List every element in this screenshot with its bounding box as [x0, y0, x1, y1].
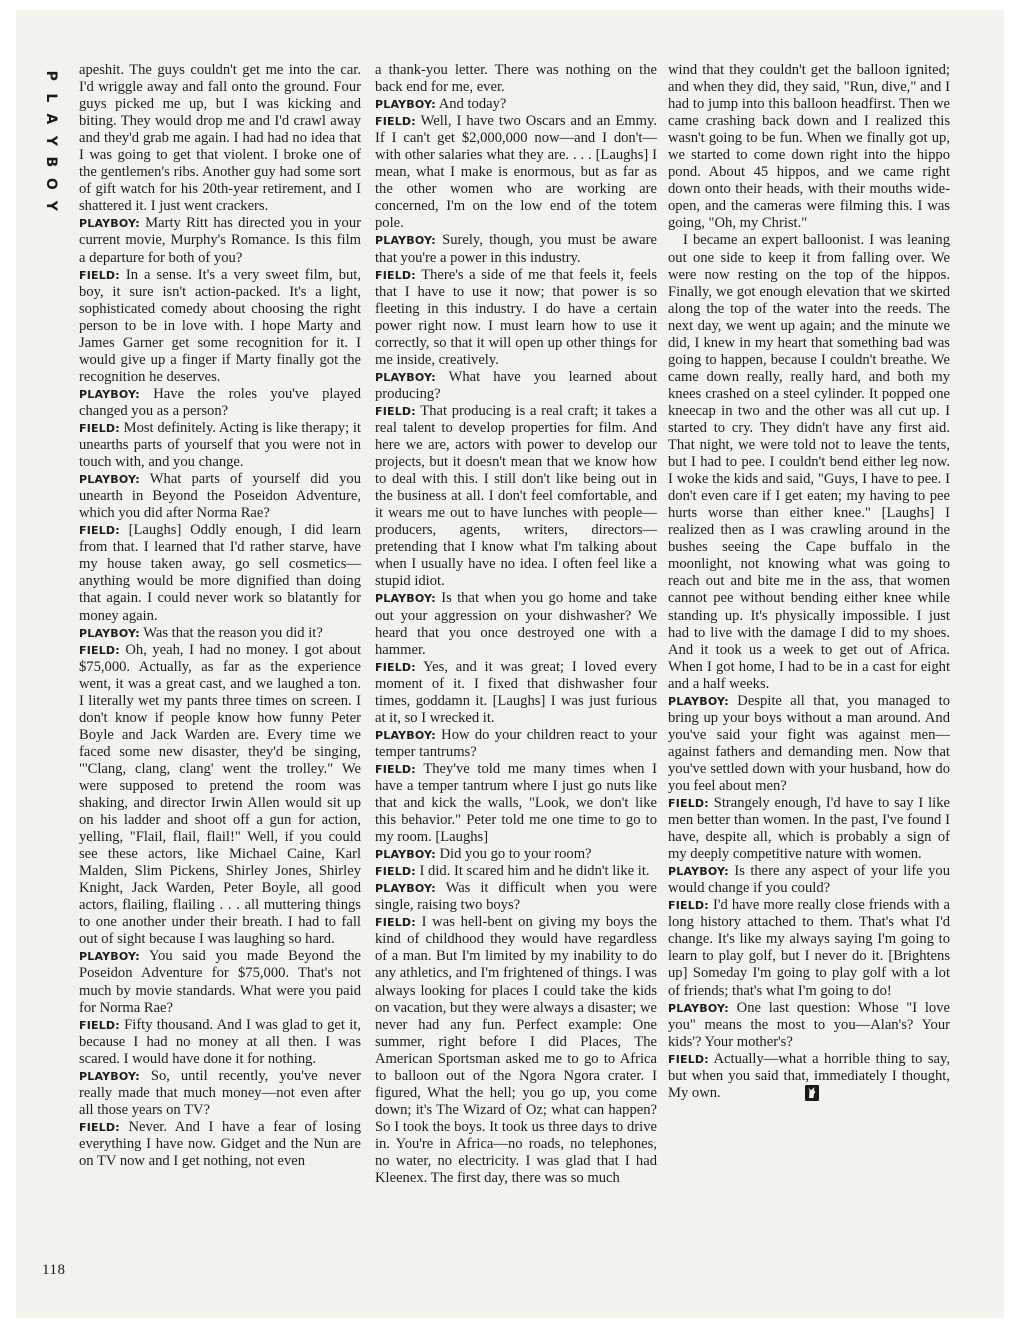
speaker-label: FIELD: [79, 1120, 120, 1134]
paragraph-text: Yes, and it was great; I loved every moment of it. I fixed that dishwasher four times, goddamn it. [Laughs] I was just furious at it, so I wrecked it. [375, 658, 658, 726]
paragraph-text: What have you learned about producing? [375, 368, 658, 402]
masthead-letter: A [42, 113, 59, 125]
interview-paragraph [79, 215, 361, 266]
speaker-label: FIELD: [375, 762, 416, 776]
paragraph-text: apeshit. The guys couldn't get me into the car. I'd wriggle away and fall onto the ground. Four guys picked me up, but I was kicking and biting. They would drop me and I'd crawl away and they'd grab me again. I had had no idea that I was going to get that violent. I broke one of the gentlemen's ribs. Another guy had some sort of gift watch for his 20th-year retirement, and I shattered it. I just went crackers. [79, 62, 361, 215]
speaker-label: FIELD: [375, 404, 416, 418]
magazine-page [16, 10, 1004, 1318]
paragraph-text: wind that they couldn't get the balloon ignited; and when they did, they said, "Run, dive," and I had to jump into this balloon headfirst. Then we came crashing back down and I realized this wasn't going to be fun. When we finally got up, we started to come down right into the hippo pond. About 45 hippos, and we came right down onto their heads, with their mouths wide-open, and the cameras were filming this. I was going, "Oh, my Christ." [668, 62, 950, 232]
interview-paragraph [79, 1068, 361, 1119]
speaker-label: PLAYBOY: [79, 950, 140, 964]
interview-paragraph [79, 1119, 361, 1170]
interview-paragraph [79, 642, 361, 949]
interview-paragraph [79, 522, 361, 624]
speaker-label: FIELD: [375, 865, 416, 879]
paragraph-text: Is that when you go home and take out your aggression on your dishwasher? We heard that you once destroyed one with a hammer. [375, 590, 657, 658]
paragraph-text: How do your children react to your temper tantrums? [375, 726, 657, 760]
speaker-label: PLAYBOY: [79, 1069, 140, 1083]
speaker-label: FIELD: [668, 1052, 709, 1066]
paragraph-text: And today? [438, 96, 507, 113]
paragraph-text: Marty Ritt has directed you in your current movie, Murphy's Romance. Is this film a departure for both of you? [79, 215, 361, 266]
speaker-label: PLAYBOY: [375, 728, 436, 742]
paragraph-text: [Laughs] Oddly enough, I did learn from that. I learned that I'd rather starve, have my house taken away, go sell cosmetics—anything would be more dignified than doing that again. I could never work so blatantly for money again. [79, 522, 361, 624]
speaker-label: PLAYBOY: [375, 848, 436, 862]
interview-paragraph [668, 795, 950, 863]
masthead-letter: B [42, 156, 59, 168]
interview-paragraph [668, 693, 950, 795]
paragraph-text: Fifty thousand. And I was glad to get it, because I had no money at all then. I was scared. I would have done it for nothing. [79, 1016, 361, 1067]
masthead-letter: L [42, 92, 59, 102]
paragraph-text: So, until recently, you've never really made that much money—not even after all those years on TV? [79, 1067, 361, 1118]
paragraph-text: Actually—what a horrible thing to say, but when you said that, immediately I thought, My own. [668, 1050, 951, 1101]
paragraph-text: They've told me many times when I have a temper tantrum where I just go nuts like that and kick the walls, "Look, we don't like this behavior." Peter told me one time to go to my room. [Laughs] [375, 760, 657, 846]
interview-paragraph [79, 625, 361, 642]
interview-paragraph [79, 1017, 361, 1068]
paragraph-text: Surely, though, you must be aware that you're a power in this industry. [375, 232, 657, 266]
speaker-label: PLAYBOY: [79, 217, 140, 231]
speaker-label: PLAYBOY: [79, 626, 140, 640]
interview-paragraph [375, 914, 657, 1187]
page-number: 118 [42, 1262, 66, 1278]
speaker-label: FIELD: [375, 115, 416, 129]
paragraph-text: I was hell-bent on giving my boys the kind of childhood they would have regardless of a man. But I'm limited by my inability to do any athletics, and I'm frightened of things. I was always looking for places I could take the kids on vacation, but they were always a disaster; we never had any fun. Perfect example: One summer, right before I did Places, The American Sportsman asked me to go to Africa to balloon out of the Ngora Ngora crater. I figured, What the hell; you go up, you come down; it's The Wizard of Oz; what can happen? So I took the boys. It took us three days to drive in. You're in Africa—no roads, no telephones, no water, no electricity. I was glad that I had Kleenex. The first day, there was so much [375, 914, 657, 1187]
interview-paragraph [79, 948, 361, 1016]
interview-paragraph [375, 113, 657, 232]
interview-paragraph [375, 62, 657, 96]
speaker-label: FIELD: [79, 524, 120, 538]
bunny-end-mark-icon [805, 1085, 819, 1101]
interview-paragraph [668, 232, 950, 692]
speaker-label: PLAYBOY: [375, 370, 436, 384]
speaker-label: PLAYBOY: [668, 865, 729, 879]
speaker-label: PLAYBOY: [79, 387, 140, 401]
paragraph-text: Strangely enough, I'd have to say I like men better than women. In the past, I've found I have, despite all, which is probably a sign of my deeply competitive nature with women. [668, 795, 950, 863]
paragraph-text: You said you made Beyond the Poseidon Adventure for $75,000. That's not much by movie standards. What were you paid for Norma Rae? [79, 948, 361, 1016]
interview-paragraph [375, 863, 657, 880]
paragraph-text: I did. It scared him and he didn't like it. [419, 863, 650, 880]
interview-paragraph [375, 403, 657, 591]
speaker-label: PLAYBOY: [375, 592, 436, 606]
interview-paragraph [375, 369, 657, 403]
speaker-label: PLAYBOY: [375, 882, 436, 896]
interview-paragraph [375, 590, 657, 658]
speaker-label: FIELD: [375, 660, 416, 674]
interview-paragraph [668, 863, 950, 897]
paragraph-text: One last question: Whose "I love you" means the most to you—Alan's? Your kids'? Your mother's? [668, 999, 950, 1050]
interview-paragraph [375, 880, 657, 914]
speaker-label: FIELD: [668, 797, 709, 811]
interview-paragraph [668, 62, 950, 232]
speaker-label: PLAYBOY: [668, 1001, 729, 1015]
paragraph-text: I'd have more really close friends with a long history attached to them. That's what I'd change. It's like my always saying I'm going to learn to play golf, but I never do it. [Brightens up] Someday I'm going to play golf with a lot of friends; that's what I'm going to do! [668, 897, 951, 999]
paragraph-text: Despite all that, you managed to bring up your boys without a man around. And you've said your fight was against men—against fathers and demanding men. Now that you've settled down with your husband, how do you feel about men? [668, 692, 950, 794]
interview-paragraph [375, 761, 657, 846]
paragraph-text: Most definitely. Acting is like therapy; it unearths parts of yourself that you were not in touch with, and you change. [79, 419, 361, 471]
interview-paragraph [79, 62, 361, 215]
interview-paragraph [668, 1000, 950, 1051]
masthead-letter: P [42, 70, 59, 81]
paragraph-text: Never. And I have a fear of losing everything I have now. Gidget and the Nun are on TV now and I get nothing, not even [79, 1118, 361, 1169]
speaker-label: FIELD: [668, 899, 709, 913]
paragraph-text: That producing is a real craft; it takes a real talent to develop properties for film. And here we are, actors with power to develop our projects, but it doesn't mean that we know how to deal with this. I still don't like being out in the business at all. I don't feel comfortable, and it wears me out to have lunches with people—producers, agents, writers, directors—pretending that I know what I'm talking about when I usually have no idea. I often feel like a stupid idiot. [375, 402, 657, 590]
paragraph-text: Did you go to your room? [439, 846, 592, 863]
masthead-letter: Y [42, 200, 59, 211]
interview-paragraph [375, 267, 657, 369]
speaker-label: FIELD: [79, 421, 120, 435]
interview-paragraph [79, 471, 361, 522]
masthead-letter: Y [42, 135, 59, 146]
paragraph-text: a thank-you letter. There was nothing on the back end for me, ever. [375, 62, 657, 96]
interview-paragraph [375, 659, 657, 727]
paragraph-text: Is there any aspect of your life you would change if you could? [668, 863, 950, 897]
paragraph-text: I became an expert balloonist. I was leaning out one side to keep it from falling over. We were now resting on the top of the hippos. Finally, we got enough elevation that we skirted along the top of the water into the reeds. The next day, we went up again; and the minute we did, I knew in my heart that something bad was going to happen, because I couldn't breathe. We came down really, really hard, and both my knees crashed on a steel cylinder. It popped one kneecap in two and the other was all cut up. I started to cry. They didn't have any first aid. That night, we were told not to leave the tents, but I had to pee. I couldn't bend either leg now. I woke the kids and said, "Guys, I have to pee. I don't even care if I get eaten; my having to pee hurts worse than either knee." [Laughs] I realized then as I was crawling around in the bushes seeing the Cape buffalo in the moonlight, not knowing what was going to reach out and bite me in the ass, that women cannot pee without bending either knee while standing up. It's physically impossible. I just had to live with the damage I did to my shoes. And it took us a week to get out of Africa. When I got home, I had to be in a cast for eight and a half weeks. [668, 232, 950, 692]
vertical-masthead [38, 65, 62, 216]
interview-paragraph [668, 897, 950, 999]
speaker-label: FIELD: [375, 268, 416, 282]
interview-paragraph [79, 386, 361, 420]
speaker-label: FIELD: [79, 1018, 120, 1032]
speaker-label: PLAYBOY: [668, 694, 729, 708]
interview-paragraph [375, 232, 657, 266]
paragraph-text: Have the roles you've played changed you as a person? [79, 385, 361, 419]
interview-paragraph [375, 727, 657, 761]
speaker-label: FIELD: [79, 643, 120, 657]
paragraph-text: In a sense. It's a very sweet film, but, boy, it sure isn't action-packed. It's a light, sophisticated comedy about choosing the right person to be in love with. I hope Marty and James Garner get some recognition for it. I would give up a finger if Marty finally got the recognition he deserves. [79, 266, 361, 385]
text-column-2 [375, 62, 657, 1187]
paragraph-text: Oh, yeah, I had no money. I got about $75,000. Actually, as far as the experience went, it was a great cast, and we laughed a ton. I literally wet my pants three times on screen. I don't know if people know how funny Peter Boyle and Jack Warden are. Every time we faced some new disaster, they'd be singing, "'Clang, clang, clang' went the trolley." We were supposed to pretend the room was shaking, and director Irwin Allen would sit up on his ladder and shoot off a gun for action, yelling, "Flail, flail, flail!" Well, if you could see these actors, like Michael Caine, Karl Malden, Slim Pickens, Shirley Jones, Shirley Knight, Jack Warden, Peter Boyle, all good actors, flailing, flailing . . . all muttering things to one another under their breath. I had to fall out of sight because I was laughing so hard. [79, 641, 361, 948]
paragraph-text: There's a side of me that feels it, feels that I have to use it now; that power is so fleeting in this industry. I do have a certain power right now. I must learn how to use it correctly, so that it will open up other things for me inside, creatively. [375, 266, 658, 368]
masthead-letter: O [42, 177, 59, 190]
interview-paragraph [79, 420, 361, 471]
speaker-label: PLAYBOY: [375, 234, 436, 248]
text-column-3 [668, 62, 950, 1102]
paragraph-text: Was it difficult when you were single, raising two boys? [375, 880, 657, 914]
speaker-label: FIELD: [79, 268, 120, 282]
paragraph-text: Was that the reason you did it? [143, 624, 323, 641]
speaker-label: PLAYBOY: [79, 473, 140, 487]
interview-paragraph [375, 96, 657, 113]
speaker-label: PLAYBOY: [375, 98, 436, 112]
paragraph-text: What parts of yourself did you unearth in Beyond the Poseidon Adventure, which you did after Norma Rae? [79, 471, 361, 522]
interview-paragraph [668, 1051, 950, 1102]
text-column-1 [79, 62, 361, 1170]
paragraph-text: Well, I have two Oscars and an Emmy. If I can't get $2,000,000 now—and I don't—with other salaries what they are. . . . [Laughs] I mean, what I make is enormous, but as far as the other women who are working are concerned, I'm on the low end of the totem pole. [375, 113, 657, 232]
interview-paragraph [375, 846, 657, 863]
speaker-label: FIELD: [375, 916, 416, 930]
interview-paragraph [79, 267, 361, 386]
